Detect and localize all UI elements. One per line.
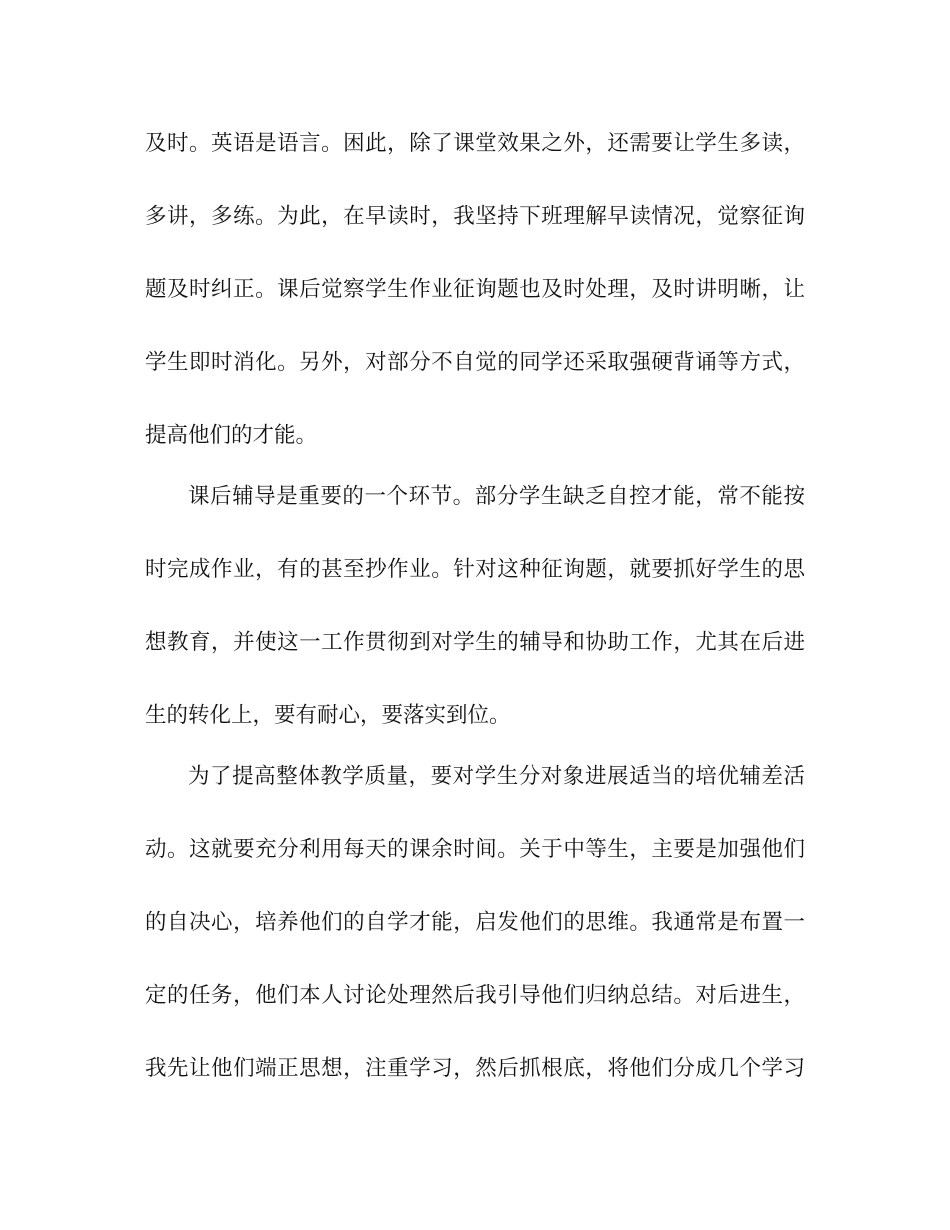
text-line-11: 动。这就要充分利用每天的课余时间。关于中等生，主要是加强他们 <box>145 837 805 862</box>
text-line-3: 题及时纠正。课后觉察学生作业征询题也及时处理，及时讲明晰，让 <box>145 277 805 302</box>
text-line-7: 时完成作业，有的甚至抄作业。针对这种征询题，就要抓好学生的思 <box>145 557 805 582</box>
text-line-12: 的自决心，培养他们的自学才能，启发他们的思维。我通常是布置一 <box>145 910 805 935</box>
text-line-5: 提高他们的才能。 <box>145 423 318 448</box>
text-line-14: 我先让他们端正思想，注重学习，然后抓根底，将他们分成几个学习 <box>145 1056 805 1081</box>
text-line-4: 学生即时消化。另外，对部分不自觉的同学还采取强硬背诵等方式， <box>145 350 805 375</box>
text-line-10: 为了提高整体教学质量，要对学生分对象进展适当的培优辅差活 <box>188 764 805 789</box>
text-line-6: 课后辅导是重要的一个环节。部分学生缺乏自控才能，常不能按 <box>188 484 805 509</box>
text-line-8: 想教育，并使这一工作贯彻到对学生的辅导和协助工作，尤其在后进 <box>145 630 805 655</box>
text-line-2: 多讲，多练。为此，在早读时，我坚持下班理解早读情况，觉察征询 <box>145 204 805 229</box>
text-line-9: 生的转化上，要有耐心，要落实到位。 <box>145 703 511 728</box>
text-line-13: 定的任务，他们本人讨论处理然后我引导他们归纳总结。对后进生， <box>145 983 805 1008</box>
text-line-1: 及时。英语是语言。困此，除了课堂效果之外，还需要让学生多读， <box>145 131 805 156</box>
